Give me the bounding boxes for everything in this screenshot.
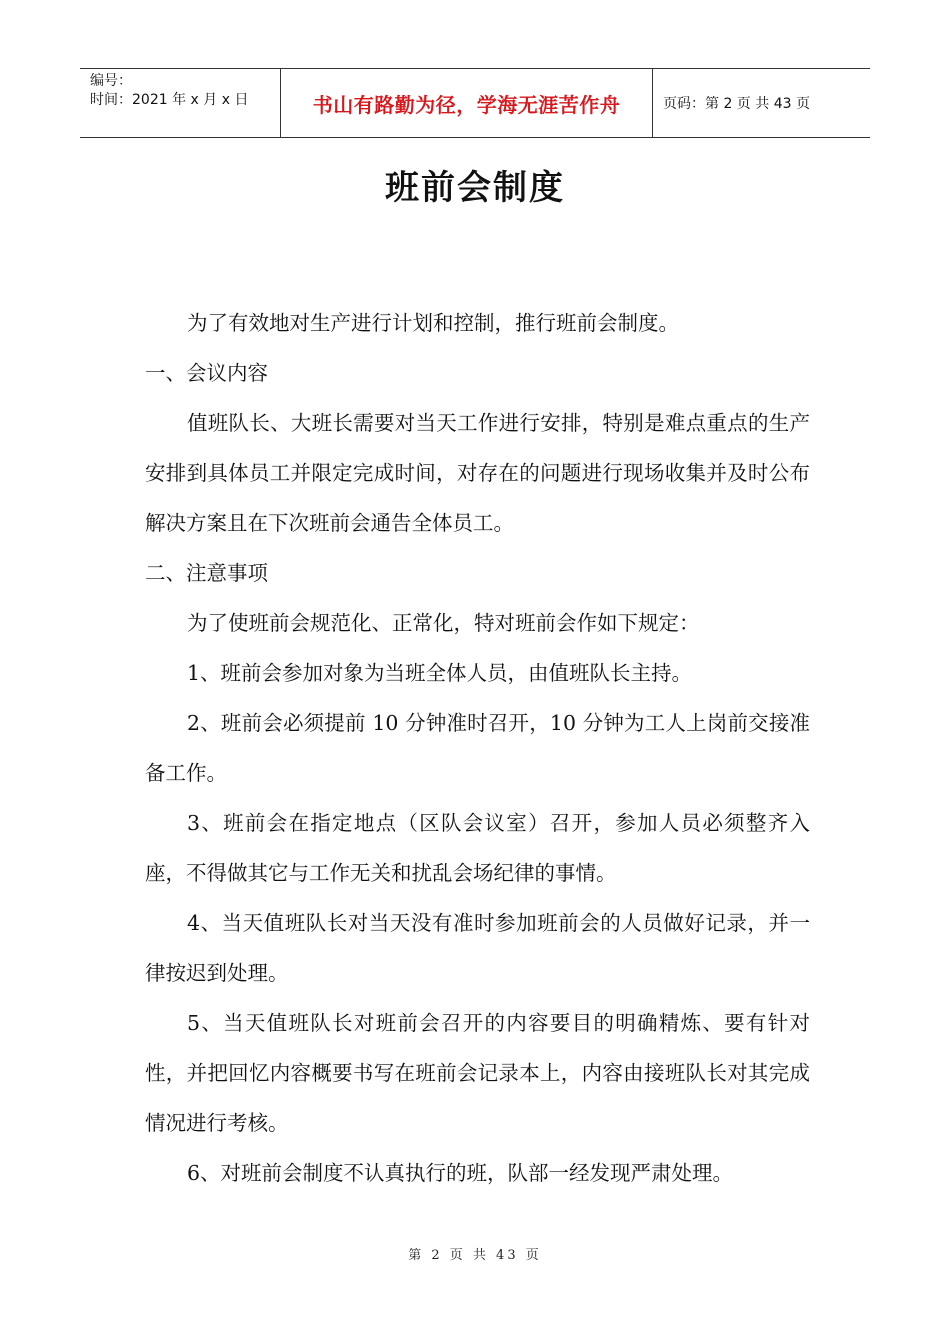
page-footer: 第 2 页 共 43 页 <box>408 1248 542 1263</box>
page-header <box>80 68 870 138</box>
section-heading-meeting-content: 一、会议内容 <box>145 361 268 385</box>
rule-item-3: 3、班前会在指定地点（区队会议室）召开，参加人员必须整齐入座，不得做其它与工作无关和扰乱会场纪律的事情。 <box>145 811 810 885</box>
document-title: 班前会制度 <box>385 168 565 208</box>
paragraph-notes-intro: 为了使班前会规范化、正常化，特对班前会作如下规定： <box>187 611 700 635</box>
rule-item-2: 2、班前会必须提前 10 分钟准时召开，10 分钟为工人上岗前交接准备工作。 <box>145 711 810 785</box>
document-body <box>145 298 810 1198</box>
rule-item-4: 4、当天值班队长对当天没有准时参加班前会的人员做好记录，并一律按迟到处理。 <box>145 911 810 985</box>
section-heading-notes: 二、注意事项 <box>145 561 268 585</box>
rule-item-6: 6、对班前会制度不认真执行的班，队部一经发现严肃处理。 <box>187 1161 734 1185</box>
rule-item-1: 1、班前会参加对象为当班全体人员，由值班队长主持。 <box>187 661 693 685</box>
header-meta <box>80 69 280 137</box>
paragraph-meeting-content: 值班队长、大班长需要对当天工作进行安排，特别是难点重点的生产安排到具体员工并限定完成时间，对存在的问题进行现场收集并及时公布解决方案且在下次班前会通告全体员工。 <box>145 411 810 535</box>
header-page-cell <box>653 69 870 137</box>
header-motto: 书山有路勤为径，学海无涯苦作舟 <box>312 92 621 117</box>
rule-item-5: 5、当天值班队长对班前会召开的内容要目的明确精炼、要有针对性，并把回忆内容概要书写在班前会记录本上，内容由接班队长对其完成情况进行考核。 <box>145 1011 810 1135</box>
paragraph-intro: 为了有效地对生产进行计划和控制，推行班前会制度。 <box>187 311 679 335</box>
header-motto-cell <box>280 69 653 137</box>
document-date: 时间：2021 年 x 月 x 日 <box>90 92 249 108</box>
header-page-info: 页码：第 2 页 共 43 页 <box>663 96 810 112</box>
document-number-label: 编号： <box>90 73 132 89</box>
